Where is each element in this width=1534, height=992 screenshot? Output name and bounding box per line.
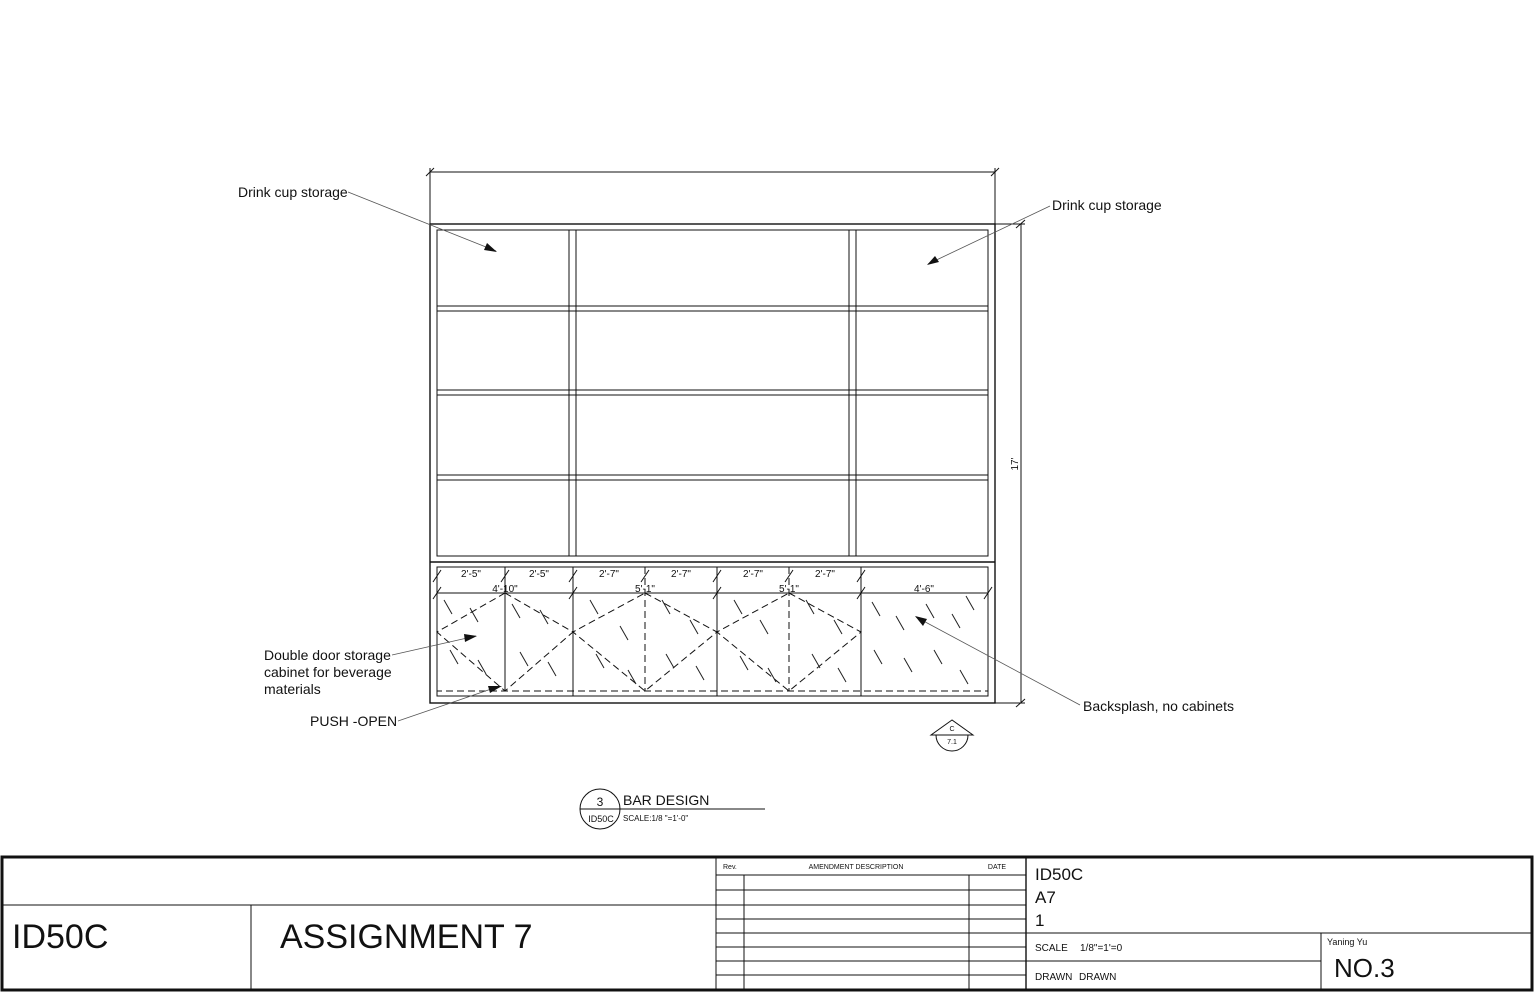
dim-upper-1: 2'-5": [461, 569, 481, 580]
label-drink-cup-storage-right: Drink cup storage: [1052, 197, 1162, 213]
amendment-description-header: AMENDMENT DESCRIPTION: [808, 864, 904, 871]
drawing-number: 3: [596, 795, 604, 809]
drawing-scale-text: SCALE:1/8 "=1'-0": [623, 814, 689, 823]
bar-elevation-drawing: [426, 168, 1025, 751]
drawn-value: DRAWN: [1079, 972, 1117, 983]
top-dimension-line: [426, 168, 999, 224]
drawing-title-text: BAR DESIGN: [623, 792, 710, 808]
scale-label: SCALE: [1035, 943, 1068, 954]
label-double-door-line1: Double door storage: [264, 647, 391, 663]
elevation-outer-frame: [430, 224, 995, 703]
info-line-3: 1: [1035, 911, 1045, 930]
label-push-open: PUSH -OPEN: [310, 713, 398, 729]
dim-lower-3: 5'-1": [779, 584, 799, 595]
drawn-label: DRAWN: [1035, 972, 1073, 983]
dim-upper-4: 2'-7": [671, 569, 691, 580]
label-backsplash: Backsplash, no cabinets: [1083, 698, 1234, 714]
section-marker: [931, 720, 973, 751]
label-double-door-line3: materials: [264, 681, 321, 697]
section-marker-letter: C: [949, 726, 955, 733]
arrow-right-storage: [927, 256, 939, 265]
lower-cabinets: [433, 567, 992, 696]
dim-overall-height: 17': [1010, 457, 1021, 471]
section-marker-ref: 7.1: [947, 739, 957, 746]
height-dimension-line: [995, 220, 1025, 707]
sheet-info-panel: [1026, 865, 1532, 990]
dim-upper-3: 2'-7": [599, 569, 619, 580]
sheet-number: NO.3: [1334, 953, 1395, 983]
dim-upper-6: 2'-7": [815, 569, 835, 580]
amendment-rev-header: Rev.: [723, 864, 737, 871]
author-name: Yaning Yu: [1327, 937, 1368, 947]
title-block-course: ID50C: [12, 918, 109, 956]
label-drink-cup-storage-left: Drink cup storage: [238, 184, 348, 200]
scale-value: 1/8"=1'=0: [1080, 943, 1123, 954]
arrow-left-storage: [484, 243, 497, 252]
elevation-inner-frame: [437, 230, 988, 556]
drawing-sheet-ref: ID50C: [588, 814, 614, 824]
drawing-title: [580, 789, 765, 829]
glass-hatch: [444, 596, 974, 684]
amendment-table: [716, 864, 1026, 990]
arrow-backsplash: [915, 616, 927, 626]
dim-upper-5: 2'-7": [743, 569, 763, 580]
info-line-1: ID50C: [1035, 865, 1084, 884]
arrow-double-door: [464, 634, 477, 642]
dim-upper-2: 2'-5": [529, 569, 549, 580]
title-block: [2, 857, 1532, 990]
amendment-date-header: DATE: [987, 864, 1007, 871]
dim-lower-1: 4'-10": [492, 584, 518, 595]
dim-lower-2: 5'-1": [635, 584, 655, 595]
label-double-door-line2: cabinet for beverage: [264, 664, 392, 680]
dim-lower-4: 4'-6": [914, 584, 934, 595]
info-line-2: A7: [1035, 888, 1056, 907]
title-block-assignment: ASSIGNMENT 7: [280, 918, 533, 956]
upper-shelving: [437, 230, 988, 556]
arrow-push-open: [488, 686, 502, 693]
